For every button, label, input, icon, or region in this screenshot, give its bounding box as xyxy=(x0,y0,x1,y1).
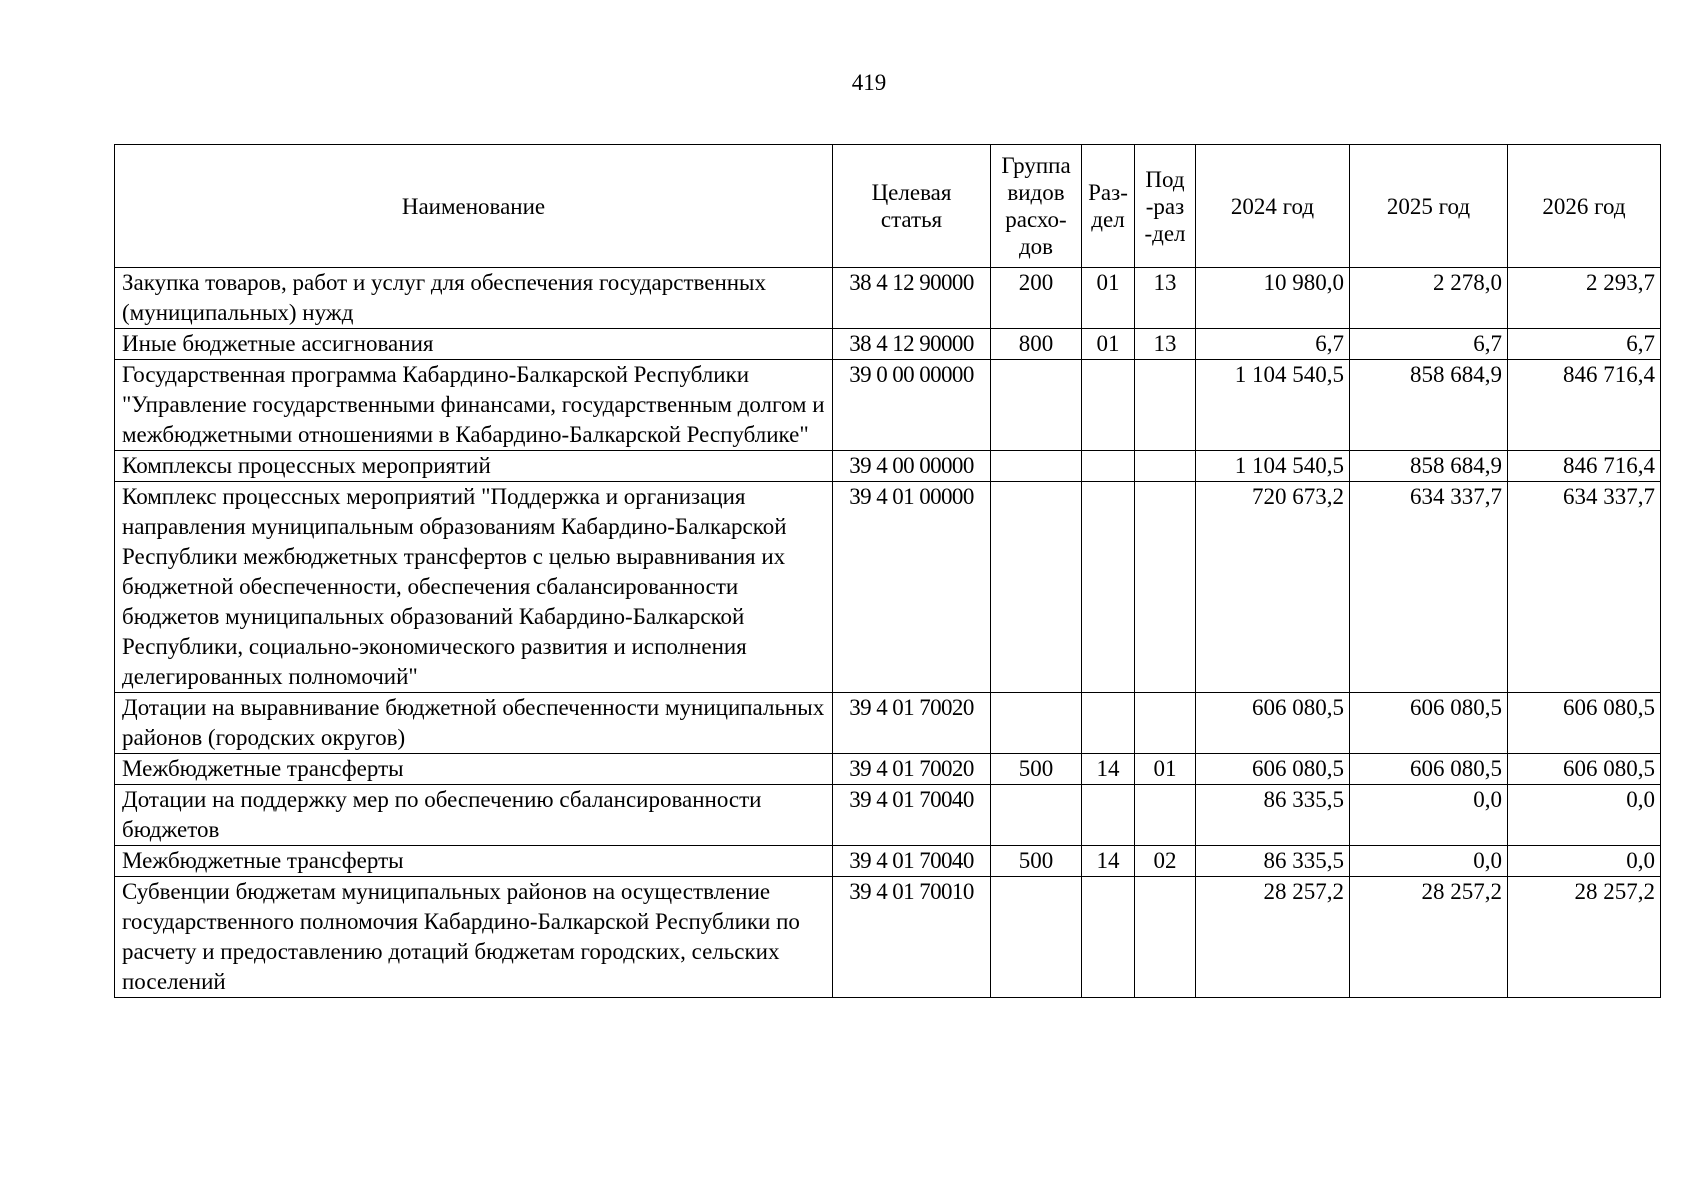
table-row xyxy=(115,693,1661,754)
table-row xyxy=(115,329,1661,360)
table-row xyxy=(115,451,1661,482)
cell-subsection: 02 xyxy=(1135,846,1196,877)
table-body xyxy=(115,268,1661,998)
table-row xyxy=(115,482,1661,693)
cell-target: 39 0 00 00000 xyxy=(833,360,991,451)
cell-group xyxy=(991,693,1082,754)
cell-subsection xyxy=(1135,482,1196,693)
cell-section xyxy=(1082,451,1135,482)
cell-name: Комплексы процессных мероприятий xyxy=(115,451,833,482)
cell-y2025: 2 278,0 xyxy=(1350,268,1508,329)
cell-subsection xyxy=(1135,451,1196,482)
header-group: Группа видов расхо-дов xyxy=(991,145,1082,268)
cell-y2024: 1 104 540,5 xyxy=(1196,360,1350,451)
page-number: 419 xyxy=(851,70,887,95)
table-row xyxy=(115,846,1661,877)
cell-y2024: 1 104 540,5 xyxy=(1196,451,1350,482)
cell-target: 39 4 01 70040 xyxy=(833,785,991,846)
cell-y2026: 28 257,2 xyxy=(1508,877,1661,998)
cell-y2026: 846 716,4 xyxy=(1508,451,1661,482)
cell-y2024: 6,7 xyxy=(1196,329,1350,360)
cell-section xyxy=(1082,785,1135,846)
cell-y2026: 846 716,4 xyxy=(1508,360,1661,451)
cell-target: 39 4 00 00000 xyxy=(833,451,991,482)
cell-y2025: 634 337,7 xyxy=(1350,482,1508,693)
cell-y2025: 28 257,2 xyxy=(1350,877,1508,998)
cell-y2024: 86 335,5 xyxy=(1196,846,1350,877)
cell-subsection xyxy=(1135,877,1196,998)
header-subsection: Под-раз-дел xyxy=(1135,145,1196,268)
cell-name: Межбюджетные трансферты xyxy=(115,846,833,877)
cell-section: 01 xyxy=(1082,329,1135,360)
cell-y2026: 6,7 xyxy=(1508,329,1661,360)
cell-y2025: 858 684,9 xyxy=(1350,360,1508,451)
cell-name: Иные бюджетные ассигнования xyxy=(115,329,833,360)
cell-subsection xyxy=(1135,785,1196,846)
cell-y2026: 606 080,5 xyxy=(1508,754,1661,785)
cell-y2026: 0,0 xyxy=(1508,846,1661,877)
cell-name: Закупка товаров, работ и услуг для обеспечения государственных (муниципальных) нужд xyxy=(115,268,833,329)
cell-y2025: 0,0 xyxy=(1350,846,1508,877)
cell-group xyxy=(991,482,1082,693)
cell-name: Дотации на поддержку мер по обеспечению сбалансированности бюджетов xyxy=(115,785,833,846)
cell-name: Межбюджетные трансферты xyxy=(115,754,833,785)
cell-y2025: 6,7 xyxy=(1350,329,1508,360)
cell-section: 01 xyxy=(1082,268,1135,329)
cell-section xyxy=(1082,482,1135,693)
table-header-row xyxy=(115,145,1661,268)
cell-y2024: 10 980,0 xyxy=(1196,268,1350,329)
cell-y2024: 720 673,2 xyxy=(1196,482,1350,693)
cell-group xyxy=(991,360,1082,451)
cell-name: Дотации на выравнивание бюджетной обеспеченности муниципальных районов (городских округов) xyxy=(115,693,833,754)
cell-section xyxy=(1082,693,1135,754)
header-target: Целевая статья xyxy=(833,145,991,268)
cell-subsection: 01 xyxy=(1135,754,1196,785)
cell-group xyxy=(991,785,1082,846)
cell-section: 14 xyxy=(1082,754,1135,785)
table-row xyxy=(115,268,1661,329)
cell-subsection: 13 xyxy=(1135,329,1196,360)
cell-y2024: 86 335,5 xyxy=(1196,785,1350,846)
cell-group xyxy=(991,451,1082,482)
cell-target: 39 4 01 70040 xyxy=(833,846,991,877)
cell-y2024: 606 080,5 xyxy=(1196,754,1350,785)
cell-name: Государственная программа Кабардино-Балкарской Республики "Управление государственными финансами, государственным долгом и межбюджетными отношениями в Кабардино-Балкарской Республике" xyxy=(115,360,833,451)
cell-name: Субвенции бюджетам муниципальных районов на осуществление государственного полномочия Кабардино-Балкарской Республики по расчету и предоставлению дотаций бюджетам городских, сельских поселений xyxy=(115,877,833,998)
cell-section: 14 xyxy=(1082,846,1135,877)
cell-y2026: 2 293,7 xyxy=(1508,268,1661,329)
cell-section xyxy=(1082,360,1135,451)
cell-group xyxy=(991,877,1082,998)
cell-group: 200 xyxy=(991,268,1082,329)
cell-y2025: 0,0 xyxy=(1350,785,1508,846)
cell-y2026: 606 080,5 xyxy=(1508,693,1661,754)
table-row xyxy=(115,360,1661,451)
cell-subsection xyxy=(1135,693,1196,754)
cell-target: 39 4 01 70010 xyxy=(833,877,991,998)
cell-target: 39 4 01 70020 xyxy=(833,754,991,785)
cell-subsection xyxy=(1135,360,1196,451)
budget-table xyxy=(114,144,1661,998)
header-2026: 2026 год xyxy=(1508,145,1661,268)
cell-y2025: 606 080,5 xyxy=(1350,693,1508,754)
cell-name: Комплекс процессных мероприятий "Поддержка и организация направления муниципальным образованиям Кабардино-Балкарской Республики межбюджетных трансфертов с целью выравнивания их бюджетной обеспеченности, обеспечения сбалансированности бюджетов муниципальных образований Кабардино-Балкарской Республики, социально-экономического развития и исполнения делегированных полномочий" xyxy=(115,482,833,693)
cell-target: 38 4 12 90000 xyxy=(833,268,991,329)
table-row xyxy=(115,877,1661,998)
header-2025: 2025 год xyxy=(1350,145,1508,268)
cell-y2026: 0,0 xyxy=(1508,785,1661,846)
header-name: Наименование xyxy=(115,145,833,268)
cell-section xyxy=(1082,877,1135,998)
table-row xyxy=(115,785,1661,846)
cell-group: 500 xyxy=(991,754,1082,785)
table-row xyxy=(115,754,1661,785)
cell-target: 39 4 01 70020 xyxy=(833,693,991,754)
cell-y2025: 606 080,5 xyxy=(1350,754,1508,785)
header-section: Раз-дел xyxy=(1082,145,1135,268)
cell-subsection: 13 xyxy=(1135,268,1196,329)
cell-y2026: 634 337,7 xyxy=(1508,482,1661,693)
cell-y2025: 858 684,9 xyxy=(1350,451,1508,482)
header-2024: 2024 год xyxy=(1196,145,1350,268)
cell-target: 39 4 01 00000 xyxy=(833,482,991,693)
cell-target: 38 4 12 90000 xyxy=(833,329,991,360)
cell-y2024: 606 080,5 xyxy=(1196,693,1350,754)
cell-group: 800 xyxy=(991,329,1082,360)
cell-group: 500 xyxy=(991,846,1082,877)
cell-y2024: 28 257,2 xyxy=(1196,877,1350,998)
